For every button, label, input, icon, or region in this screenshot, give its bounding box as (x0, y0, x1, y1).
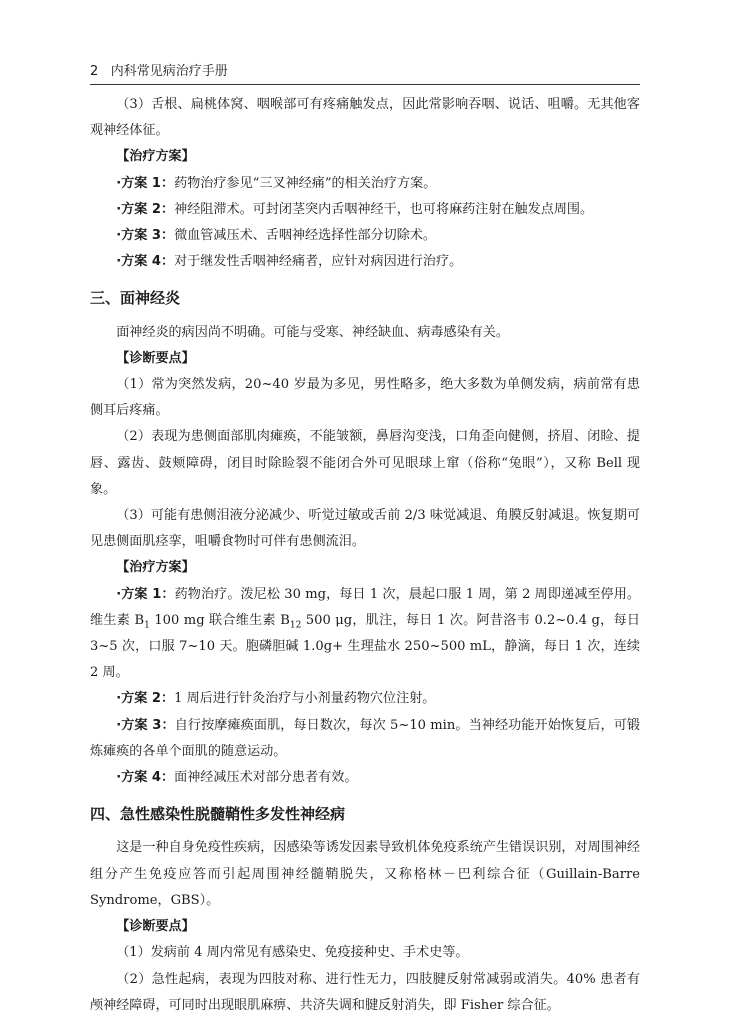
section-label: 【治疗方案】 (116, 149, 195, 165)
subscript: 1 (144, 620, 150, 631)
section-label: 【诊断要点】 (116, 350, 195, 366)
list-item (90, 171, 640, 197)
option-label: ·方案 2： (116, 691, 175, 707)
option-text: 药物治疗参见“三叉神经痛”的相关治疗方案。 (174, 175, 437, 191)
subscript: 12 (289, 620, 302, 631)
option-text: 药物治疗。泼尼松 30 mg，每日 1 次，晨起口服 1 周，第 2 周即递减至停用。维生素 B (90, 586, 640, 628)
paragraph: （3）舌根、扁桃体窝、咽喉部可有疼痛触发点，因此常影响吞咽、说话、咀嚼。无其他客观神经体征。 (90, 97, 640, 139)
option-label: ·方案 2： (116, 201, 175, 217)
option-text: 1 周后进行针灸治疗与小剂量药物穴位注射。 (174, 691, 436, 707)
option-text: 神经阻滞术。可封闭茎突内舌咽神经干，也可将麻药注射在触发点周围。 (174, 201, 594, 217)
section-heading: 三、面神经炎 (90, 289, 181, 308)
option-text: 自行按摩瘫痪面肌，每日数次，每次 5~10 min。当神经功能开始恢复后，可锻炼瘫痪的各单个面肌的随意运动。 (90, 717, 640, 759)
section-label: 【治疗方案】 (116, 560, 195, 576)
option-text: 面神经减压术对部分患者有效。 (174, 770, 358, 786)
option-label: ·方案 4： (116, 770, 175, 786)
header-text (90, 60, 228, 79)
option-label: ·方案 3： (116, 717, 175, 733)
section-heading: 四、急性感染性脱髓鞘性多发性神经病 (90, 805, 346, 824)
paragraph: （3）可能有患侧泪液分泌减少、听觉过敏或舌前 2/3 味觉减退、角膜反射减退。恢复期可见患侧面肌痉挛，咀嚼食物时可伴有患侧流泪。 (90, 508, 640, 550)
list-item (90, 197, 640, 223)
list-item (90, 765, 640, 791)
paragraph: 这是一种自身免疫性疾病，因感染等诱发因素导致机体免疫系统产生错误识别，对周围神经组分产生免疫应答而引起周围神经髓鞘脱失，又称格林－巴利综合征（Guillain-Barre Syndrome，GBS）。 (90, 840, 640, 908)
option-text: 100 mg 联合维生素 B (149, 612, 290, 628)
section-label: 【诊断要点】 (116, 919, 195, 935)
running-header (90, 58, 640, 85)
option-label: ·方案 4： (116, 254, 175, 270)
option-label: ·方案 3： (116, 228, 175, 244)
page-number: 2 (90, 64, 99, 79)
paragraph: （2）表现为患侧面部肌肉瘫痪，不能皱额，鼻唇沟变浅，口角歪向健侧，挤眉、闭睑、提唇、露齿、鼓颊障碍，闭目时除睑裂不能闭合外可见眼球上窜（俗称“兔眼”），又称 Bell 现象。 (90, 429, 640, 497)
paragraph: （1）发病前 4 周内常见有感染史、免疫接种史、手术史等。 (116, 945, 469, 961)
option-label: ·方案 1： (116, 586, 175, 602)
list-item (90, 686, 640, 712)
page-body (90, 92, 640, 1019)
book-title: 内科常见病治疗手册 (110, 64, 228, 79)
list-item (90, 249, 640, 275)
paragraph: （2）急性起病，表现为四肢对称、进行性无力，四肢腱反射常减弱或消失。40% 患者有颅神经障碍，可同时出现眼肌麻痹、共济失调和腱反射消失，即 Fisher 综合征。 (90, 971, 640, 1013)
option-label: ·方案 1： (116, 175, 175, 191)
paragraph: （1）常为突然发病，20~40 岁最为多见，男性略多，绝大多数为单侧发病，病前常有患侧耳后疼痛。 (90, 377, 640, 419)
list-item (90, 582, 640, 687)
paragraph: 面神经炎的病因尚不明确。可能与受寒、神经缺血、病毒感染有关。 (116, 324, 509, 340)
option-text: 微血管减压术、舌咽神经选择性部分切除术。 (174, 228, 436, 244)
list-item (90, 223, 640, 249)
option-text: 对于继发性舌咽神经痛者，应针对病因进行治疗。 (174, 254, 463, 270)
list-item (90, 713, 640, 765)
option-text: 500 μg，肌注，每日 1 次。阿昔洛韦 0.2~0.4 g，每日 3~5 次，口服 7~10 天。胞磷胆碱 1.0g+ 生理盐水 250~500 mL，静滴，每日 1 次，连续 2 周。 (90, 612, 640, 681)
